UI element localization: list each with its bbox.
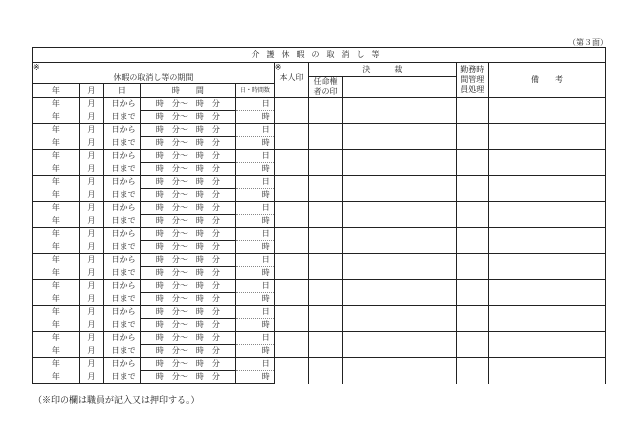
appointer-seal-header: 任命権 者の印 <box>309 77 343 98</box>
day-to-cell[interactable]: 日まで <box>104 241 141 254</box>
year-cell[interactable]: 年 <box>33 111 80 124</box>
form-title: 介護休暇の取消し等 <box>33 48 606 63</box>
unit-hour-cell[interactable]: 時 <box>236 111 275 124</box>
unit-day-cell[interactable]: 日 <box>236 280 275 293</box>
remarks-cell[interactable] <box>489 176 606 202</box>
year-cell[interactable]: 年 <box>33 98 80 111</box>
decision-cell[interactable] <box>342 124 456 150</box>
year-cell[interactable]: 年 <box>33 345 80 358</box>
work-time-mgmt-cell[interactable] <box>456 150 489 176</box>
appointer-seal-cell[interactable] <box>309 280 343 306</box>
entry-row-from <box>33 202 606 215</box>
day-to-cell[interactable]: 日まで <box>104 371 141 384</box>
decision-cell[interactable] <box>342 306 456 332</box>
self-seal-cell[interactable] <box>274 124 309 150</box>
entry-row-from <box>33 280 606 293</box>
day-to-cell[interactable]: 日まで <box>104 345 141 358</box>
self-seal-cell[interactable] <box>274 306 309 332</box>
entry-row-from <box>33 176 606 189</box>
appointer-seal-cell[interactable] <box>309 202 343 228</box>
time-range-cell[interactable]: 時 分〜 時 分 <box>140 176 235 189</box>
remarks-cell[interactable] <box>489 358 606 384</box>
remarks-cell[interactable] <box>489 280 606 306</box>
time-range-cell[interactable]: 時 分〜 時 分 <box>140 267 235 280</box>
year-cell[interactable]: 年 <box>33 293 80 306</box>
day-from-cell[interactable]: 日から <box>104 228 141 241</box>
day-from-cell[interactable]: 日から <box>104 332 141 345</box>
time-range-cell[interactable]: 時 分〜 時 分 <box>140 137 235 150</box>
month-cell[interactable]: 月 <box>79 150 103 163</box>
time-range-cell[interactable]: 時 分〜 時 分 <box>140 202 235 215</box>
entry-row-from <box>33 150 606 163</box>
remarks-cell[interactable] <box>489 98 606 124</box>
time-range-cell[interactable]: 時 分〜 時 分 <box>140 163 235 176</box>
time-range-cell[interactable]: 時 分〜 時 分 <box>140 306 235 319</box>
appointer-seal-cell[interactable] <box>309 254 343 280</box>
time-range-cell[interactable]: 時 分〜 時 分 <box>140 280 235 293</box>
entry-row-from <box>33 228 606 241</box>
month-cell[interactable]: 月 <box>79 124 103 137</box>
work-time-mgmt-cell[interactable] <box>456 228 489 254</box>
col-time-header: 時 間 <box>140 84 235 98</box>
unit-hour-cell[interactable]: 時 <box>236 319 275 332</box>
time-range-cell[interactable]: 時 分〜 時 分 <box>140 332 235 345</box>
time-range-cell[interactable]: 時 分〜 時 分 <box>140 358 235 371</box>
work-time-mgmt-cell[interactable] <box>456 124 489 150</box>
unit-day-cell[interactable]: 日 <box>236 228 275 241</box>
entry-rows <box>33 98 606 384</box>
unit-hour-cell[interactable]: 時 <box>236 241 275 254</box>
work-time-mgmt-cell[interactable] <box>456 332 489 358</box>
year-cell[interactable]: 年 <box>33 319 80 332</box>
time-range-cell[interactable]: 時 分〜 時 分 <box>140 371 235 384</box>
time-range-cell[interactable]: 時 分〜 時 分 <box>140 124 235 137</box>
work-time-mgmt-cell[interactable] <box>456 254 489 280</box>
entry-row-from <box>33 254 606 267</box>
day-to-cell[interactable]: 日まで <box>104 111 141 124</box>
year-cell[interactable]: 年 <box>33 163 80 176</box>
year-cell[interactable]: 年 <box>33 215 80 228</box>
self-seal-cell[interactable] <box>274 254 309 280</box>
unit-hour-cell[interactable]: 時 <box>236 371 275 384</box>
unit-day-cell[interactable]: 日 <box>236 306 275 319</box>
month-cell[interactable]: 月 <box>79 332 103 345</box>
remarks-cell[interactable] <box>489 228 606 254</box>
appointer-seal-cell[interactable] <box>309 358 343 384</box>
work-time-mgmt-cell[interactable] <box>456 280 489 306</box>
time-range-cell[interactable]: 時 分〜 時 分 <box>140 345 235 358</box>
year-cell[interactable]: 年 <box>33 280 80 293</box>
month-cell[interactable]: 月 <box>79 98 103 111</box>
period-heading-cell <box>33 63 275 84</box>
remarks-header: 備 考 <box>489 63 606 98</box>
page-number-label: （第３面） <box>568 38 608 47</box>
self-seal-cell[interactable] <box>274 228 309 254</box>
remarks-cell[interactable] <box>489 150 606 176</box>
decision-cell[interactable] <box>342 358 456 384</box>
appointer-seal-cell[interactable] <box>309 98 343 124</box>
decision-cell[interactable] <box>342 176 456 202</box>
remarks-cell[interactable] <box>489 332 606 358</box>
year-cell[interactable]: 年 <box>33 137 80 150</box>
appointer-seal-cell[interactable] <box>309 124 343 150</box>
work-time-mgmt-cell[interactable] <box>456 176 489 202</box>
month-cell[interactable]: 月 <box>79 280 103 293</box>
time-range-cell[interactable]: 時 分〜 時 分 <box>140 293 235 306</box>
month-cell[interactable]: 月 <box>79 254 103 267</box>
work-time-mgmt-cell[interactable] <box>456 202 489 228</box>
work-time-mgmt-cell[interactable] <box>456 358 489 384</box>
self-seal-cell[interactable] <box>274 202 309 228</box>
self-seal-header <box>274 63 309 98</box>
entry-row-from <box>33 332 606 345</box>
footnote: （※印の欄は職員が記入又は押印する。） <box>33 396 200 406</box>
appointer-seal-cell[interactable] <box>309 150 343 176</box>
unit-hour-cell[interactable]: 時 <box>236 345 275 358</box>
entry-row-from <box>33 124 606 137</box>
year-cell[interactable]: 年 <box>33 228 80 241</box>
unit-day-cell[interactable]: 日 <box>236 254 275 267</box>
month-cell[interactable]: 月 <box>79 137 103 150</box>
col-year-header: 年 <box>33 84 80 98</box>
day-from-cell[interactable]: 日から <box>104 358 141 371</box>
month-cell[interactable]: 月 <box>79 267 103 280</box>
year-cell[interactable]: 年 <box>33 332 80 345</box>
decision-cell[interactable] <box>342 150 456 176</box>
work-time-mgmt-cell[interactable] <box>456 98 489 124</box>
day-from-cell[interactable]: 日から <box>104 98 141 111</box>
month-cell[interactable]: 月 <box>79 241 103 254</box>
time-range-cell[interactable]: 時 分〜 時 分 <box>140 215 235 228</box>
entry-row-from <box>33 306 606 319</box>
time-range-cell[interactable]: 時 分〜 時 分 <box>140 98 235 111</box>
decision-cell[interactable] <box>342 332 456 358</box>
unit-day-cell[interactable]: 日 <box>236 176 275 189</box>
day-to-cell[interactable]: 日まで <box>104 189 141 202</box>
time-range-cell[interactable]: 時 分〜 時 分 <box>140 150 235 163</box>
self-seal-cell[interactable] <box>274 150 309 176</box>
day-from-cell[interactable]: 日から <box>104 202 141 215</box>
year-cell[interactable]: 年 <box>33 150 80 163</box>
time-range-cell[interactable]: 時 分〜 時 分 <box>140 319 235 332</box>
unit-hour-cell[interactable]: 時 <box>236 267 275 280</box>
month-cell[interactable]: 月 <box>79 163 103 176</box>
unit-day-cell[interactable]: 日 <box>236 98 275 111</box>
self-seal-cell[interactable] <box>274 332 309 358</box>
decision-blank-header <box>342 77 456 98</box>
day-to-cell[interactable]: 日まで <box>104 137 141 150</box>
year-cell[interactable]: 年 <box>33 124 80 137</box>
decision-cell[interactable] <box>342 254 456 280</box>
day-from-cell[interactable]: 日から <box>104 254 141 267</box>
year-cell[interactable]: 年 <box>33 267 80 280</box>
remarks-cell[interactable] <box>489 254 606 280</box>
unit-day-cell[interactable]: 日 <box>236 358 275 371</box>
month-cell[interactable]: 月 <box>79 293 103 306</box>
day-to-cell[interactable]: 日まで <box>104 215 141 228</box>
year-cell[interactable]: 年 <box>33 189 80 202</box>
unit-hour-cell[interactable]: 時 <box>236 137 275 150</box>
month-cell[interactable]: 月 <box>79 306 103 319</box>
period-heading: 休暇の取消し等の期間 <box>113 73 194 82</box>
unit-day-cell[interactable]: 日 <box>236 202 275 215</box>
day-from-cell[interactable]: 日から <box>104 124 141 137</box>
note-mark-left: ※ <box>33 63 40 72</box>
time-range-cell[interactable]: 時 分〜 時 分 <box>140 254 235 267</box>
decision-cell[interactable] <box>342 280 456 306</box>
self-seal-label: 本人印 <box>279 73 304 82</box>
time-range-cell[interactable]: 時 分〜 時 分 <box>140 189 235 202</box>
self-seal-cell[interactable] <box>274 358 309 384</box>
month-cell[interactable]: 月 <box>79 228 103 241</box>
self-seal-cell[interactable] <box>274 98 309 124</box>
year-cell[interactable]: 年 <box>33 202 80 215</box>
day-from-cell[interactable]: 日から <box>104 150 141 163</box>
day-to-cell[interactable]: 日まで <box>104 163 141 176</box>
work-time-mgmt-cell[interactable] <box>456 306 489 332</box>
day-to-cell[interactable]: 日まで <box>104 293 141 306</box>
col-day-header: 日 <box>104 84 141 98</box>
day-from-cell[interactable]: 日から <box>104 176 141 189</box>
remarks-cell[interactable] <box>489 306 606 332</box>
year-cell[interactable]: 年 <box>33 176 80 189</box>
day-to-cell[interactable]: 日まで <box>104 267 141 280</box>
entry-row-from <box>33 358 606 371</box>
unit-hour-cell[interactable]: 時 <box>236 215 275 228</box>
work-time-mgmt-header: 勤務時 間管理 員処理 <box>456 63 489 98</box>
appointer-seal-cell[interactable] <box>309 306 343 332</box>
year-cell[interactable]: 年 <box>33 254 80 267</box>
unit-day-cell[interactable]: 日 <box>236 150 275 163</box>
year-cell[interactable]: 年 <box>33 306 80 319</box>
month-cell[interactable]: 月 <box>79 189 103 202</box>
unit-hour-cell[interactable]: 時 <box>236 163 275 176</box>
self-seal-cell[interactable] <box>274 280 309 306</box>
month-cell[interactable]: 月 <box>79 111 103 124</box>
self-seal-cell[interactable] <box>274 176 309 202</box>
month-cell[interactable]: 月 <box>79 345 103 358</box>
decision-cell[interactable] <box>342 202 456 228</box>
decision-heading: 決 裁 <box>309 63 456 77</box>
appointer-seal-cell[interactable] <box>309 332 343 358</box>
month-cell[interactable]: 月 <box>79 215 103 228</box>
month-cell[interactable]: 月 <box>79 202 103 215</box>
note-mark-right: ※ <box>274 63 282 72</box>
year-cell[interactable]: 年 <box>33 241 80 254</box>
year-cell[interactable]: 年 <box>33 371 80 384</box>
unit-day-cell[interactable]: 日 <box>236 332 275 345</box>
appointer-seal-cell[interactable] <box>309 228 343 254</box>
unit-day-cell[interactable]: 日 <box>236 124 275 137</box>
time-range-cell[interactable]: 時 分〜 時 分 <box>140 111 235 124</box>
day-from-cell[interactable]: 日から <box>104 280 141 293</box>
month-cell[interactable]: 月 <box>79 319 103 332</box>
col-days-hours-header: 日・時間数 <box>236 84 275 98</box>
month-cell[interactable]: 月 <box>79 176 103 189</box>
appointer-seal-cell[interactable] <box>309 176 343 202</box>
time-range-cell[interactable]: 時 分〜 時 分 <box>140 228 235 241</box>
unit-hour-cell[interactable]: 時 <box>236 293 275 306</box>
time-range-cell[interactable]: 時 分〜 時 分 <box>140 241 235 254</box>
col-month-header: 月 <box>79 84 103 98</box>
remarks-cell[interactable] <box>489 124 606 150</box>
care-leave-cancellation-table <box>32 47 606 384</box>
month-cell[interactable]: 月 <box>79 358 103 371</box>
entry-row-from <box>33 98 606 111</box>
day-to-cell[interactable]: 日まで <box>104 319 141 332</box>
decision-cell[interactable] <box>342 98 456 124</box>
day-from-cell[interactable]: 日から <box>104 306 141 319</box>
unit-hour-cell[interactable]: 時 <box>236 189 275 202</box>
month-cell[interactable]: 月 <box>79 371 103 384</box>
decision-cell[interactable] <box>342 228 456 254</box>
year-cell[interactable]: 年 <box>33 358 80 371</box>
remarks-cell[interactable] <box>489 202 606 228</box>
